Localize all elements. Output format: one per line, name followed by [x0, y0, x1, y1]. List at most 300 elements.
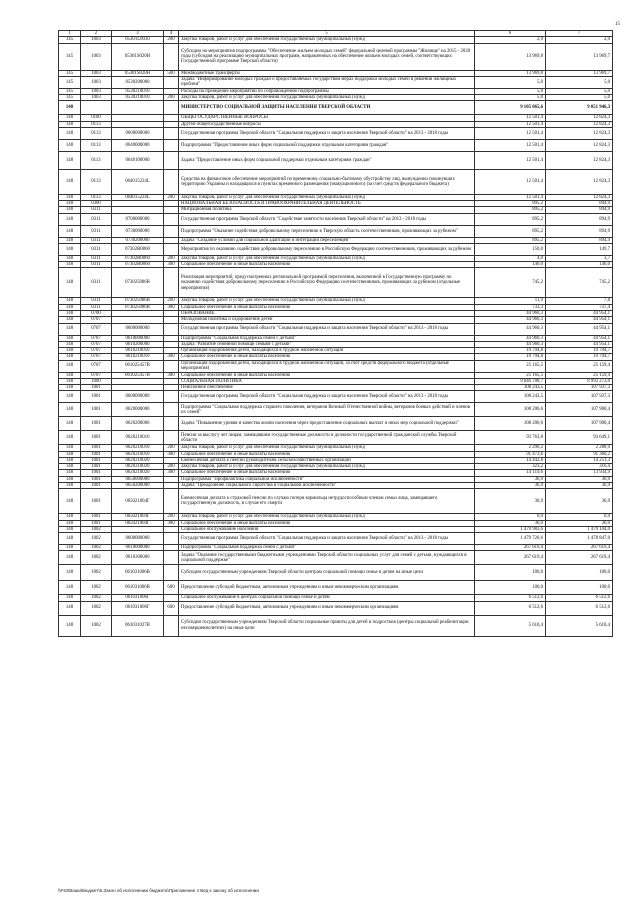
- executed-amount-cell: 100,0: [546, 565, 613, 581]
- planned-amount-cell: 36,9: [475, 482, 546, 488]
- planned-amount-cell: 323,2: [475, 464, 546, 470]
- planned-amount-cell: 6 512,6: [475, 601, 546, 615]
- ministry-code-cell: 148: [59, 348, 81, 354]
- section-code-cell: 1001: [81, 417, 112, 431]
- description-cell: Подпрограмма "Профилактика социальной исключенности": [179, 476, 475, 482]
- expense-type-cell: 300: [164, 372, 179, 378]
- executed-amount-cell: 7,8: [546, 298, 613, 304]
- table-row: [59, 151, 613, 169]
- target-article-cell: 073025086В: [112, 304, 164, 310]
- expense-type-cell: 300: [164, 262, 179, 268]
- executed-amount-cell: 5 610,4: [546, 615, 613, 636]
- planned-amount-cell: 25 165,5: [475, 360, 546, 372]
- executed-amount-cell: 25 159,4: [546, 372, 613, 378]
- expense-type-cell: [164, 551, 179, 565]
- planned-amount-cell: 895,2: [475, 213, 546, 225]
- planned-amount-cell: 9 046 708,7: [475, 378, 546, 384]
- target-article-cell: 0610210010: [112, 354, 164, 360]
- planned-amount-cell: 108 206,6: [475, 403, 546, 417]
- target-article-cell: 065021004Г: [112, 520, 164, 526]
- target-article-cell: 0610000000: [112, 335, 164, 341]
- ministry-code-cell: 145: [59, 76, 81, 88]
- expense-type-cell: [164, 565, 179, 581]
- ministry-code-cell: 145: [59, 43, 81, 70]
- description-cell: Средства на финансовое обеспечение мероприятий по временному социально-бытовому обустройству лиц, вынужденно покинувших территорию Украины и находящихся в пунктах временного размещения (эвакуационного) (за счет средств федерального бюджета): [179, 169, 475, 194]
- expense-type-cell: 200: [164, 255, 179, 261]
- ministry-code-cell: 148: [59, 268, 81, 298]
- section-code-cell: 1001: [81, 489, 112, 514]
- planned-amount-cell: 0,9: [475, 514, 546, 520]
- ministry-code-cell: 148: [59, 601, 81, 615]
- expense-type-cell: [164, 151, 179, 169]
- ministry-code-cell: 148: [59, 545, 81, 551]
- description-cell: ОБЩЕГОСУДАРСТВЕННЫЕ ВОПРОСЫ: [179, 115, 475, 121]
- section-code-cell: 0707: [81, 372, 112, 378]
- planned-amount-cell: 14 119,6: [475, 470, 546, 476]
- executed-amount-cell: 5,0: [546, 88, 613, 94]
- planned-amount-cell: 44 960,3: [475, 335, 546, 341]
- ministry-code-cell: 148: [59, 565, 81, 581]
- target-article-cell: 07302R0860: [112, 255, 164, 261]
- description-cell: Задача "Повышение уровня и качества жизни населения через предоставление социальных выплат и иных мер социальной поддержки": [179, 417, 475, 431]
- section-code-cell: 0311: [81, 255, 112, 261]
- section-code-cell: 1001: [81, 385, 112, 391]
- table-row: [59, 360, 613, 372]
- planned-amount-cell: 2,9: [475, 37, 546, 43]
- description-cell: Социальное обеспечение и иные выплаты населению: [179, 262, 475, 268]
- description-cell: Государственная программа Тверской области "Содействие занятости населения Тверской области" на 2013 - 2018 годы: [179, 213, 475, 225]
- planned-amount-cell: 44 960,3: [475, 310, 546, 316]
- expense-type-cell: [164, 533, 179, 545]
- table-row: [59, 194, 613, 200]
- section-code-cell: 0311: [81, 213, 112, 225]
- table-row: [59, 76, 613, 88]
- executed-amount-cell: 737,4: [546, 304, 613, 310]
- section-code-cell: 1001: [81, 403, 112, 417]
- executed-amount-cell: 13 969,7: [546, 70, 613, 76]
- ministry-code-cell: 145: [59, 70, 81, 76]
- table-row: [59, 601, 613, 615]
- ministry-code-cell: 148: [59, 121, 81, 127]
- executed-amount-cell: 19 794,7: [546, 354, 613, 360]
- ministry-code-cell: 148: [59, 354, 81, 360]
- ministry-code-cell: 148: [59, 255, 81, 261]
- description-cell: Задача "Преодоление социального сиротства и социальной исключенности": [179, 482, 475, 488]
- planned-amount-cell: 895,2: [475, 225, 546, 237]
- section-code-cell: 1000: [81, 378, 112, 384]
- section-code-cell: 1002: [81, 545, 112, 551]
- description-cell: Задача "Развитие семейной помощи семьям с детьми": [179, 341, 475, 347]
- ministry-code-cell: 148: [59, 317, 81, 323]
- target-article-cell: 0640100000: [112, 151, 164, 169]
- target-article-cell: 061025457В: [112, 360, 164, 372]
- expense-type-cell: 500: [164, 70, 179, 76]
- planned-amount-cell: 93 763,8: [475, 431, 546, 445]
- expense-type-cell: 300: [164, 451, 179, 457]
- table-row: [59, 323, 613, 335]
- section-code-cell: 0707: [81, 354, 112, 360]
- ministry-code-cell: 148: [59, 595, 81, 601]
- section-code-cell: 1002: [81, 601, 112, 615]
- description-cell: Закупка товаров, работ и услуг для обеспечения государственных (муниципальных) нужд: [179, 37, 475, 43]
- description-cell: ОБРАЗОВАНИЕ: [179, 310, 475, 316]
- executed-amount-cell: 894,9: [546, 237, 613, 243]
- target-article-cell: 061031006В: [112, 581, 164, 595]
- description-cell: Социальное обеспечение и иные выплаты населению: [179, 354, 475, 360]
- planned-amount-cell: 267 619,4: [475, 545, 546, 551]
- planned-amount-cell: 108 243,5: [475, 391, 546, 403]
- section-code-cell: 0311: [81, 237, 112, 243]
- executed-amount-cell: 36,0: [546, 520, 613, 526]
- target-article-cell: 05301L0030: [112, 37, 164, 43]
- planned-amount-cell: 12 501,4: [475, 121, 546, 127]
- ministry-code-cell: 148: [59, 237, 81, 243]
- column-number: 6: [475, 31, 546, 37]
- planned-amount-cell: 9 105 065,6: [475, 101, 546, 115]
- ministry-code-cell: 148: [59, 385, 81, 391]
- planned-amount-cell: 733,3: [475, 304, 546, 310]
- target-article-cell: 064015224L: [112, 194, 164, 200]
- ministry-code-cell: 148: [59, 581, 81, 595]
- description-cell: Задача "Создание условий для социальной адаптации и интеграции переселенцев": [179, 237, 475, 243]
- target-article-cell: 0600000000: [112, 391, 164, 403]
- section-code-cell: 0113: [81, 169, 112, 194]
- target-article-cell: 0620000000: [112, 403, 164, 417]
- expense-type-cell: [164, 360, 179, 372]
- target-article-cell: 073025086В: [112, 268, 164, 298]
- executed-amount-cell: 36,9: [546, 482, 613, 488]
- description-cell: Закупка товаров, работ и услуг для обеспечения государственных (муниципальных) нужд: [179, 514, 475, 520]
- planned-amount-cell: 44 960,3: [475, 317, 546, 323]
- executed-amount-cell: 107 937,3: [546, 391, 613, 403]
- executed-amount-cell: 12 824,3: [546, 169, 613, 194]
- description-cell: Субсидии на мероприятия подпрограммы "Обеспечение жильем молодых семей" федеральной целевой программы "Жилище" на 2015 - 2020 годы (субсидия на реализацию муниципальных программ, направленных на обеспечение жильем молодых семей, соответствующих Государственной программе Тверской области): [179, 43, 475, 70]
- ministry-code-cell: 148: [59, 615, 81, 636]
- planned-amount-cell: 14 442,8: [475, 457, 546, 463]
- target-article-cell: 0610300000: [112, 551, 164, 565]
- description-cell: Межбюджетные трансферты: [179, 70, 475, 76]
- description-cell: Пенсионное обеспечение: [179, 385, 475, 391]
- description-cell: Задача "Предоставление иных форм социальной поддержки отдельным категориям граждан": [179, 151, 475, 169]
- ministry-code-cell: 148: [59, 225, 81, 237]
- ministry-code-cell: 148: [59, 101, 81, 115]
- executed-amount-cell: 12 824,3: [546, 151, 613, 169]
- section-code-cell: 0113: [81, 194, 112, 200]
- executed-amount-cell: 100,0: [546, 581, 613, 595]
- section-code-cell: 0311: [81, 298, 112, 304]
- description-cell: Ежемесячная доплата к страховой пенсии по случаю потери кормильца нетрудоспособным членам семьи лица, замещавшего государственную должность, в случае его смерти: [179, 489, 475, 514]
- planned-amount-cell: 267 619,4: [475, 551, 546, 565]
- executed-amount-cell: 12 824,3: [546, 139, 613, 151]
- ministry-code-cell: 148: [59, 520, 81, 526]
- section-code-cell: 1001: [81, 431, 112, 445]
- target-article-cell: 0600000000: [112, 533, 164, 545]
- executed-amount-cell: 6 512,6: [546, 601, 613, 615]
- ministry-code-cell: 148: [59, 243, 81, 255]
- target-article-cell: 0700000000: [112, 213, 164, 225]
- section-code-cell: 0311: [81, 225, 112, 237]
- executed-amount-cell: 1 478 847,0: [546, 533, 613, 545]
- ministry-code-cell: 148: [59, 262, 81, 268]
- description-cell: Субсидии государственным учреждениям Тверской области центрам социальной помощи семье и детям на иные цели: [179, 565, 475, 581]
- ministry-code-cell: 148: [59, 470, 81, 476]
- expense-type-cell: 200: [164, 445, 179, 451]
- expense-type-cell: 200: [164, 95, 179, 101]
- planned-amount-cell: 895,2: [475, 207, 546, 213]
- planned-amount-cell: 91 473,6: [475, 451, 546, 457]
- description-cell: Закупка товаров, работ и услуг для обеспечения государственных (муниципальных) нужд: [179, 95, 475, 101]
- description-cell: Задача "Оказание государственными бюджетными учреждениями Тверской области социальных услуг для семей с детьми, нуждающихся в социальной поддержке": [179, 551, 475, 565]
- target-article-cell: 0620210010: [112, 431, 164, 445]
- section-code-cell: 1002: [81, 551, 112, 565]
- target-article-cell: 0600000000: [112, 323, 164, 335]
- executed-amount-cell: 44 954,1: [546, 310, 613, 316]
- planned-amount-cell: 36,0: [475, 520, 546, 526]
- section-code-cell: 1003: [81, 43, 112, 70]
- section-code-cell: 0113: [81, 121, 112, 127]
- section-code-cell: 0707: [81, 348, 112, 354]
- planned-amount-cell: 4,0: [475, 255, 546, 261]
- planned-amount-cell: 36,9: [475, 489, 546, 514]
- target-article-cell: 0650200000: [112, 482, 164, 488]
- footer-file-path: \\Fs0\Ваши\Бюджет\6.Закон об исполнении бюджета\Приложение 4 Вед к закону об исполнении: [58, 888, 259, 893]
- description-cell: Закупка товаров, работ и услуг для обеспечения государственных (муниципальных) нужд: [179, 445, 475, 451]
- ministry-code-cell: 145: [59, 95, 81, 101]
- ministry-code-cell: 148: [59, 476, 81, 482]
- section-code-cell: 1003: [81, 88, 112, 94]
- target-article-cell: 073025086В: [112, 298, 164, 304]
- executed-amount-cell: 894,9: [546, 213, 613, 225]
- executed-amount-cell: 149,7: [546, 243, 613, 255]
- expense-type-cell: [164, 225, 179, 237]
- expense-type-cell: 200: [164, 194, 179, 200]
- section-code-cell: 0707: [81, 317, 112, 323]
- description-cell: МИНИСТЕРСТВО СОЦИАЛЬНОЙ ЗАЩИТЫ НАСЕЛЕНИЯ ТВЕРСКОЙ ОБЛАСТИ: [179, 101, 475, 115]
- section-code-cell: 0707: [81, 335, 112, 341]
- column-number: 1: [59, 31, 81, 37]
- section-code-cell: 1003: [81, 37, 112, 43]
- section-code-cell: 1001: [81, 464, 112, 470]
- ministry-code-cell: 148: [59, 372, 81, 378]
- ministry-code-cell: 148: [59, 378, 81, 384]
- target-article-cell: 0610210010: [112, 348, 164, 354]
- executed-amount-cell: 316,4: [546, 464, 613, 470]
- executed-amount-cell: 12 824,3: [546, 127, 613, 139]
- description-cell: Организация оздоровления детей, находящихся в трудной жизненной ситуации: [179, 348, 475, 354]
- description-cell: Закупка товаров, работ и услуг для обеспечения государственных (муниципальных) нужд: [179, 298, 475, 304]
- description-cell: Закупка товаров, работ и услуг для обеспечения государственных (муниципальных) нужд: [179, 255, 475, 261]
- column-number: 5: [179, 31, 475, 37]
- planned-amount-cell: 44 960,3: [475, 341, 546, 347]
- executed-amount-cell: 19 794,7: [546, 348, 613, 354]
- section-code-cell: 0311: [81, 262, 112, 268]
- planned-amount-cell: 895,2: [475, 201, 546, 207]
- section-code-cell: 0300: [81, 201, 112, 207]
- section-code-cell: 0707: [81, 323, 112, 335]
- target-article-cell: 064015224L: [112, 169, 164, 194]
- target-article-cell: 065021004Г: [112, 514, 164, 520]
- target-article-cell: 0650000000: [112, 476, 164, 482]
- planned-amount-cell: 150,0: [475, 243, 546, 255]
- section-code-cell: 1001: [81, 514, 112, 520]
- description-cell: Социальное обеспечение и иные выплаты населению: [179, 520, 475, 526]
- planned-amount-cell: 36,9: [475, 476, 546, 482]
- description-cell: Подпрограмма "Оказание содействия добровольному переселению в Тверскую область соотечественников, проживающих за рубежом": [179, 225, 475, 237]
- description-cell: Социальное обеспечение и иные выплаты населению: [179, 451, 475, 457]
- ministry-code-cell: 148: [59, 201, 81, 207]
- planned-amount-cell: 25 165,5: [475, 372, 546, 378]
- expense-type-cell: 200: [164, 514, 179, 520]
- expense-type-cell: [164, 43, 179, 70]
- description-cell: Подпрограмма "Социальная поддержка старшего поколения, ветеранов Великой Отечественной войны, ветеранов боевых действий и членов их семей": [179, 403, 475, 417]
- table-row: [59, 565, 613, 581]
- ministry-code-cell: 148: [59, 298, 81, 304]
- target-article-cell: 0610000000: [112, 545, 164, 551]
- expense-type-cell: 200: [164, 464, 179, 470]
- ministry-code-cell: 148: [59, 139, 81, 151]
- executed-amount-cell: 894,9: [546, 225, 613, 237]
- executed-amount-cell: 2 288,9: [546, 445, 613, 451]
- executed-amount-cell: 13 934,9: [546, 470, 613, 476]
- section-code-cell: 1001: [81, 482, 112, 488]
- target-article-cell: 061031027В: [112, 615, 164, 636]
- planned-amount-cell: 146,0: [475, 262, 546, 268]
- description-cell: Субсидии государственным учреждениям Тверской области социальные приюты для детей и подростков (центры социальной реабилитации несовершеннолетних) на иные цели: [179, 615, 475, 636]
- page-number: 15: [615, 22, 620, 27]
- planned-amount-cell: 19 794,8: [475, 348, 546, 354]
- target-article-cell: 061025457В: [112, 372, 164, 378]
- target-article-cell: 0620210020: [112, 470, 164, 476]
- expense-type-cell: [164, 213, 179, 225]
- ministry-code-cell: 148: [59, 151, 81, 169]
- planned-amount-cell: 12 501,4: [475, 194, 546, 200]
- planned-amount-cell: 2 290,2: [475, 445, 546, 451]
- description-cell: Закупка товаров, работ и услуг для обеспечения государственных (муниципальных) нужд: [179, 464, 475, 470]
- executed-amount-cell: 14 251,3: [546, 457, 613, 463]
- executed-amount-cell: 5,0: [546, 95, 613, 101]
- section-code-cell: 0311: [81, 243, 112, 255]
- table-row: [59, 489, 613, 514]
- table-row: [59, 615, 613, 636]
- ministry-code-cell: 148: [59, 310, 81, 316]
- planned-amount-cell: 100,0: [475, 581, 546, 595]
- description-cell: Предоставление субсидий бюджетным, автономным учреждениям и иным некоммерческим организациям: [179, 581, 475, 595]
- description-cell: Миграционная политика: [179, 207, 475, 213]
- executed-amount-cell: 36,9: [546, 489, 613, 514]
- planned-amount-cell: 12 501,4: [475, 169, 546, 194]
- target-article-cell: 0600000000: [112, 127, 164, 139]
- section-code-cell: 0311: [81, 304, 112, 310]
- description-cell: Государственная программа Тверской области "Социальная поддержка и защита населения Тверской области" на 2013 - 2018 годы: [179, 533, 475, 545]
- executed-amount-cell: 3,7: [546, 255, 613, 261]
- section-code-cell: 0113: [81, 139, 112, 151]
- executed-amount-cell: 12 824,3: [546, 121, 613, 127]
- executed-amount-cell: 12 824,3: [546, 194, 613, 200]
- target-article-cell: 05301S020Н: [112, 43, 164, 70]
- table-row: [59, 139, 613, 151]
- description-cell: Закупка товаров, работ и услуг для обеспечения государственных (муниципальных) нужд: [179, 194, 475, 200]
- planned-amount-cell: 100,0: [475, 565, 546, 581]
- section-code-cell: 0707: [81, 341, 112, 347]
- expense-type-cell: [164, 489, 179, 514]
- ministry-code-cell: 148: [59, 417, 81, 431]
- ministry-code-cell: 148: [59, 115, 81, 121]
- executed-amount-cell: 267 619,4: [546, 551, 613, 565]
- target-article-cell: 0730000000: [112, 225, 164, 237]
- description-cell: Государственная программа Тверской области "Социальная поддержка и защита населения Тверской области" на 2013 - 2018 годы: [179, 323, 475, 335]
- planned-amount-cell: 11,9: [475, 298, 546, 304]
- planned-amount-cell: 745,2: [475, 268, 546, 298]
- description-cell: Ежемесячная доплата к пенсии руководителям сельскохозяйственных организаций: [179, 457, 475, 463]
- ministry-code-cell: 148: [59, 526, 81, 532]
- executed-amount-cell: 267 619,4: [546, 545, 613, 551]
- executed-amount-cell: 44 954,1: [546, 341, 613, 347]
- target-article-cell: 0620210010: [112, 445, 164, 451]
- ministry-code-cell: 145: [59, 37, 81, 43]
- ministry-code-cell: 148: [59, 341, 81, 347]
- table-row: [59, 533, 613, 545]
- target-article-cell: 0730200000: [112, 237, 164, 243]
- planned-amount-cell: 5,0: [475, 88, 546, 94]
- table-row: [59, 169, 613, 194]
- table-row: [59, 348, 613, 354]
- description-cell: Пенсии за выслугу лет лицам, замещавшим государственные должности и должности государственной гражданской службы Тверской области: [179, 431, 475, 445]
- ministry-code-cell: 148: [59, 403, 81, 417]
- ministry-code-cell: 148: [59, 391, 81, 403]
- column-number: 2: [81, 31, 112, 37]
- description-cell: Молодежная политика и оздоровление детей: [179, 317, 475, 323]
- column-number: 4: [164, 31, 179, 37]
- target-article-cell: 0530210010: [112, 95, 164, 101]
- executed-amount-cell: 107 900,4: [546, 403, 613, 417]
- section-code-cell: 1002: [81, 526, 112, 532]
- ministry-code-cell: 148: [59, 457, 81, 463]
- ministry-code-cell: 148: [59, 489, 81, 514]
- expense-type-cell: 300: [164, 304, 179, 310]
- section-code-cell: 1003: [81, 70, 112, 76]
- section-code-cell: 1002: [81, 565, 112, 581]
- budget-table: [58, 30, 613, 637]
- executed-amount-cell: 36,9: [546, 476, 613, 482]
- planned-amount-cell: 6 512,6: [475, 595, 546, 601]
- section-code-cell: 1001: [81, 520, 112, 526]
- table-row: [59, 457, 613, 463]
- table-row: [59, 403, 613, 417]
- ministry-code-cell: 148: [59, 335, 81, 341]
- description-cell: Государственная программа Тверской области "Социальная поддержка и защита населения Тверской области" на 2013 - 2018 годы: [179, 391, 475, 403]
- section-code-cell: 1001: [81, 391, 112, 403]
- target-article-cell: 0530200000: [112, 76, 164, 88]
- ministry-code-cell: 148: [59, 533, 81, 545]
- table-row: [59, 417, 613, 431]
- target-article-cell: 0620210020: [112, 457, 164, 463]
- section-code-cell: 0700: [81, 310, 112, 316]
- target-article-cell: 0610200000: [112, 341, 164, 347]
- executed-amount-cell: 44 954,1: [546, 323, 613, 335]
- planned-amount-cell: 5,0: [475, 95, 546, 101]
- description-cell: Социальное обеспечение и иные выплаты населению: [179, 470, 475, 476]
- section-code-cell: 1001: [81, 451, 112, 457]
- section-code-cell: 1001: [81, 476, 112, 482]
- table-row: [59, 445, 613, 451]
- section-code-cell: 0113: [81, 151, 112, 169]
- executed-amount-cell: 13 969,7: [546, 43, 613, 70]
- executed-amount-cell: 8 993 273,0: [546, 378, 613, 384]
- section-code-cell: 1002: [81, 581, 112, 595]
- ministry-code-cell: 148: [59, 194, 81, 200]
- section-code-cell: 1001: [81, 470, 112, 476]
- table-row: [59, 431, 613, 445]
